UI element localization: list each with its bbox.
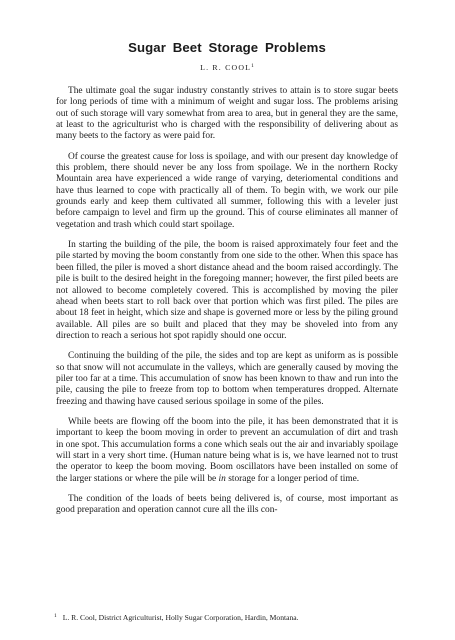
paragraph-4: Continuing the building of the pile, the sides and top are kept as uniform as is possible so that snow will not accumulate in the valleys, which are generally caused by moving the piler too far at a time. This accumulation of snow has been known to thaw and run into the pile, causing the pile to freeze from top to bottom when temperatures dropped. Alternate freezing and thawing have caused serious spoilage in some of the piles. — [56, 351, 398, 407]
author-name: L. R. COOL — [200, 63, 252, 72]
paragraph-3: In starting the building of the pile, the boom is raised approximately four feet and the pile started by moving the boom constantly from one side to the other. When this space has been filled, the piler is moved a short distance ahead and the boom raised accordingly. The pile is built to the desired height in the foregoing manner; however, the first piled beets are not allowed to become completely covered. This is accomplished by moving the piler ahead when beets start to roll back over that portion which was first piled. The piles are about 18 feet in height, which size and shape is governed more or less by the piling ground available. All piles are so built and placed that they may be shoveled into from any direction to reach a serious hot spot rapidly should one occur. — [56, 240, 398, 341]
article — [56, 40, 398, 526]
footnote-mark: 1 — [54, 613, 57, 619]
paragraph-5-text-a: While beets are flowing off the boom into the pile, it has been demonstrated that it is important to keep the boom moving in order to prevent an accumulation of dirt and trash in one spot. This accumulation forms a cone which seals out the air and invariably spoilage will start in a very short time. (Human nature being what is is, we have learned not to trust the operator to keep the boom moving. Boom oscillators have been installed on some of the larger stations or where the pile will be — [56, 416, 398, 484]
author-footnote-mark: 1 — [251, 63, 254, 69]
paragraph-5 — [56, 417, 398, 485]
footnote-text: L. R. Cool, District Agriculturist, Holly Sugar Corporation, Hardin, Montana. — [62, 613, 299, 622]
paragraph-6: The condition of the loads of beets being delivered is, of course, most important as good preparation and operation cannot cure all the ills con- — [56, 494, 398, 516]
paragraph-1: The ultimate goal the sugar industry constantly strives to attain is to store sugar beets for long periods of time with a minimum of weight and sugar loss. The problems arising out of such storage will vary somewhat from area to area, but in general they are the same, at least to the agriculturist who is charged with the responsibility of delivering about as many beets to the factory as were paid for. — [56, 86, 398, 142]
article-title: Sugar Beet Storage Problems — [128, 40, 326, 55]
article-author — [56, 63, 398, 72]
paragraph-5-italic: in — [218, 473, 226, 484]
footnote — [54, 611, 404, 623]
paragraph-2: Of course the greatest cause for loss is spoilage, and with our present day knowledge of this problem, there should never be any loss from spoilage. We in the northern Rocky Mountain area have experienced a wide range of varying, deteriomental conditions and have thus learned to cope with practically all of them. To begin with, we work our pile grounds early and keep them cultivated all summer, following this with a leveler just before campaign to level and firm up the ground. This of course eliminates all manner of vegetation and trash which could start spoilage. — [56, 151, 398, 230]
paragraph-5-text-b: storage for a longer period of time. — [225, 473, 360, 484]
